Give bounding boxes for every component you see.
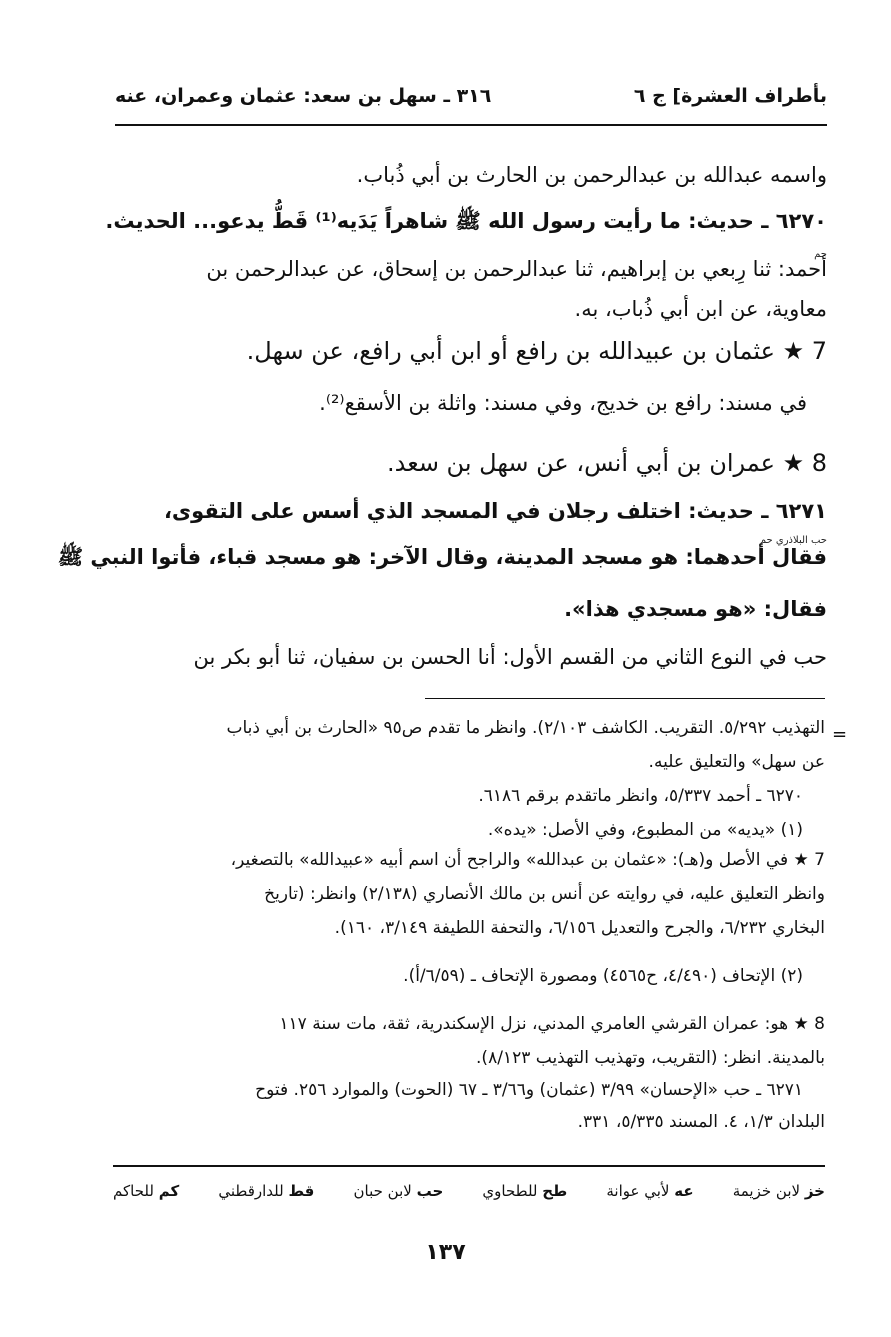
running-header xyxy=(115,76,827,116)
continuation-mark: = xyxy=(832,724,848,745)
text-line: فقال أحدهما: هو مسجد المدينة، وقال الآخر: هو مسجد قباء، فأتوا النبي ﷺ xyxy=(57,545,827,569)
hadith-6270-line: ٦٢٧٠ ـ حديث: ما رأيت رسول الله ﷺ شاهراً يَدَيه⁽¹⁾ قَطُّ يدعو... الحديث. xyxy=(105,209,827,233)
text-line: حب في النوع الثاني من القسم الأول: أنا الحسن بن سفيان، ثنا أبو بكر بن xyxy=(193,645,827,669)
footnote-line: 8 ★ هو: عمران القرشي العامري المدني، نزل الإسكندرية، ثقة، مات سنة ١١٧ xyxy=(279,1014,825,1034)
legend-item: طح للطحاوي xyxy=(482,1182,568,1200)
footnote-line: بالمدينة. انظر: (التقريب، وتهذيب التهذيب ٨/١٢٣). xyxy=(476,1048,825,1068)
text-line: أحمد: ثنا رِبعي بن إبراهيم، ثنا عبدالرحمن بن إسحاق، عن عبدالرحمن بن xyxy=(206,257,827,281)
abbreviation-legend xyxy=(113,1182,825,1200)
text-line: واسمه عبدالله بن عبدالرحمن بن الحارث بن أبي ذُباب. xyxy=(356,163,827,187)
footnote-line: التهذيب ٥/٢٩٢. التقريب. الكاشف ٢/١٠٣). وانظر ما تقدم ص٩٥ «الحارث بن أبي ذباب xyxy=(226,718,825,738)
legend-item: حب لابن حبان xyxy=(353,1182,444,1200)
page-number: ١٣٧ xyxy=(425,1240,466,1265)
header-divider xyxy=(115,124,827,126)
footnote-divider xyxy=(425,698,825,699)
legend-item: كم للحاكم xyxy=(113,1182,180,1200)
legend-divider xyxy=(113,1165,825,1167)
footnote-line: ٦٢٧٠ ـ أحمد ٥/٣٣٧، وانظر ماتقدم برقم ٦١٨٦. xyxy=(478,786,803,806)
narrator-heading-8: 8 ★ عمران بن أبي أنس، عن سهل بن سعد. xyxy=(387,449,827,477)
footnote-line: البخاري ٦/٢٣٢، والجرح والتعديل ٦/١٥٦، والتحفة اللطيفة ٣/١٤٩، ١٦٠). xyxy=(334,918,825,938)
legend-item: خز لابن خزيمة xyxy=(732,1182,825,1200)
footnote-line: وانظر التعليق عليه، في روايته عن أنس بن مالك الأنصاري (٢/١٣٨) وانظر: (تاريخ xyxy=(264,884,825,904)
narrator-heading-7: 7 ★ عثمان بن عبيدالله بن رافع أو ابن أبي رافع، عن سهل. xyxy=(246,337,827,365)
text-line: في مسند: رافع بن خديج، وفي مسند: واثلة بن الأسقع⁽²⁾. xyxy=(319,391,807,415)
source-note: حب البلاذري حم xyxy=(759,535,827,546)
legend-item: عه لأبي عوانة xyxy=(606,1182,694,1200)
footnote-line: (٢) الإتحاف (٤/٤٩٠، ح٤٥٦٥) ومصورة الإتحاف ـ (٦/٥٩/أ). xyxy=(403,966,803,986)
text-line: معاوية، عن ابن أبي ذُباب، به. xyxy=(574,297,827,321)
hadith-6271-line: ٦٢٧١ ـ حديث: اختلف رجلان في المسجد الذي أسس على التقوى، xyxy=(163,499,827,523)
footnote-line: 7 ★ في الأصل و(هـ): «عثمان بن عبدالله» والراجح أن اسم أبيه «عبيدالله» بالتصغير، xyxy=(230,850,825,870)
header-left-title: ٣١٦ ـ سهل بن سعد: عثمان وعمران، عنه xyxy=(115,85,492,107)
legend-item: قط للدارقطني xyxy=(218,1182,315,1200)
footnote-line: البلدان ١/٣، ٤. المسند ٥/٣٣٥، ٣٣١. xyxy=(577,1112,825,1132)
footnote-line: (١) «يديه» من المطبوع، وفي الأصل: «يده». xyxy=(487,820,803,840)
footnote-line: ٦٢٧١ ـ حب «الإحسان» ٣/٩٩ (عثمان) و٣/٦٦ ـ ٦٧ (الحوت) والموارد ٢٥٦. فتوح xyxy=(255,1080,803,1100)
source-note: حم xyxy=(814,249,827,260)
header-right-title: بأطراف العشرة] ج ٦ xyxy=(633,85,827,107)
text-line: فقال: «هو مسجدي هذا». xyxy=(564,597,827,621)
footnote-line: عن سهل» والتعليق عليه. xyxy=(648,752,825,772)
